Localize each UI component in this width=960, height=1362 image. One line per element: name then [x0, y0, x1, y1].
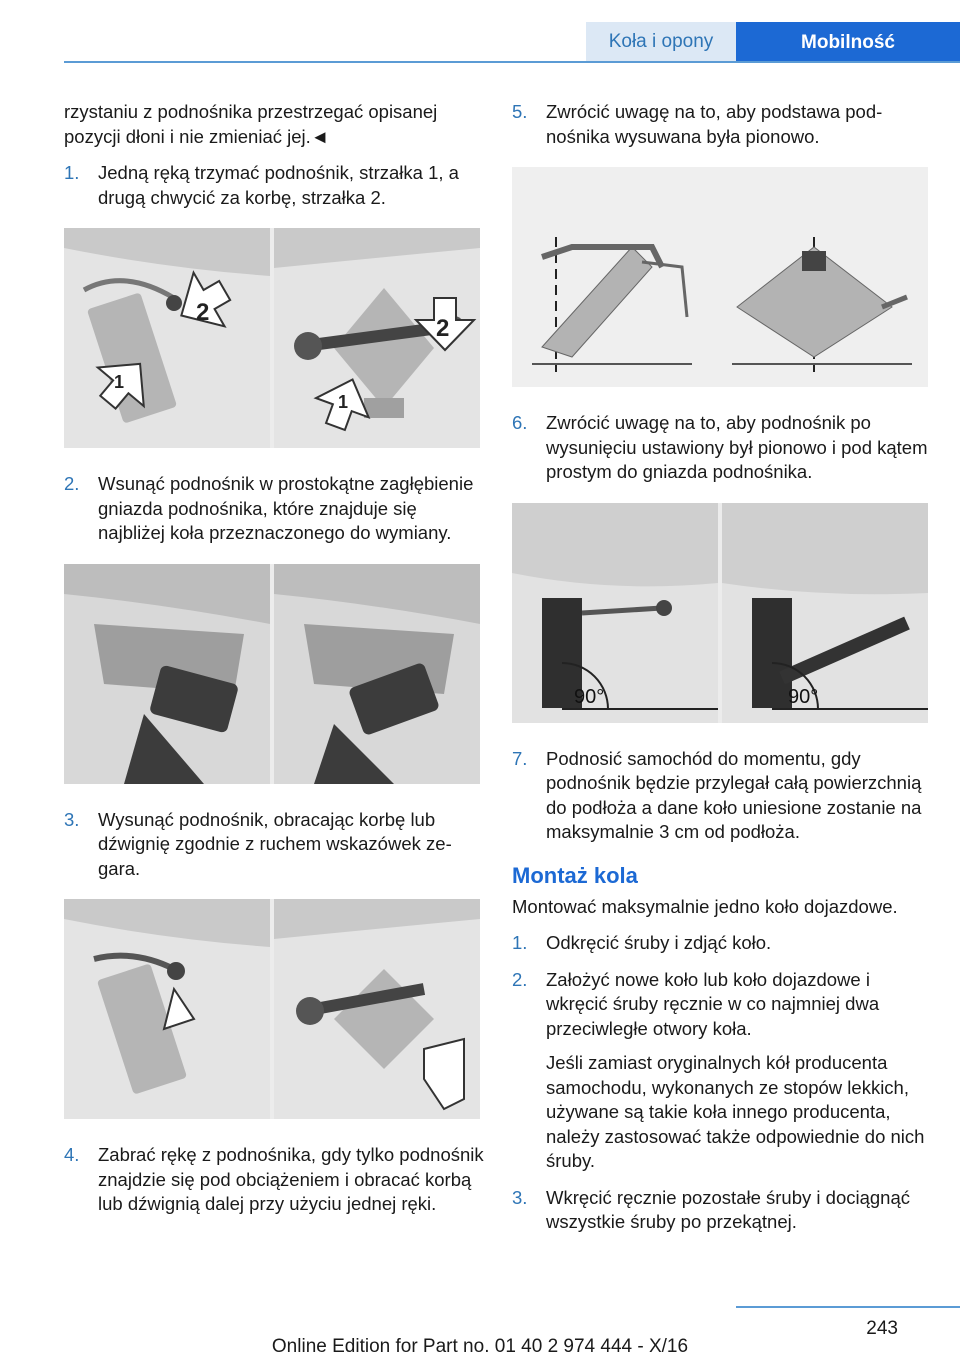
- step-number: 1.: [64, 162, 80, 183]
- step-text: Podnosić samochód do momentu, gdy podnośnik będzie przylegał całą powierzchnią do podłoża a dane koło uniesione zostanie na maksymalnie 3 cm od podłoża.: [546, 747, 922, 842]
- arrow-label-1: 1: [114, 372, 125, 392]
- step-1: [64, 161, 484, 210]
- step-number: 3.: [64, 808, 80, 830]
- step-text: Założyć nowe koło lub koło dojazdowe i wkręcić śruby ręcznie w co najmniej dwa przeciwległe otwory koła.: [546, 968, 880, 1039]
- figure-right-angle: [512, 503, 928, 723]
- figure-vertical-jack: [512, 167, 928, 387]
- right-column: [512, 100, 932, 1247]
- page-number: 243: [866, 1318, 898, 1339]
- figure-hold-jack: [64, 228, 480, 448]
- angle-label: 90°: [788, 685, 819, 708]
- footer-rule: [736, 1306, 960, 1308]
- step-4: [64, 1143, 484, 1217]
- step-5: [512, 100, 932, 149]
- chapter-tab[interactable]: Mobilność: [736, 22, 960, 63]
- step-3: [64, 808, 484, 882]
- figure-insert-jack: [64, 564, 480, 784]
- step-number: 5.: [512, 101, 528, 122]
- header-rule: [64, 61, 960, 63]
- step-text: Wysunąć podnośnik, obracając korbę lub dźwignię zgodnie z ruchem wskazówek zegara.: [98, 808, 452, 879]
- step-text: Wsunąć podnośnik w prostokątne zagłębienie gniazda podnośnika, które znajduje się najbliżej koła przeznaczonego do wymiany.: [98, 473, 474, 543]
- jack-extend-illustration: [64, 899, 480, 1119]
- page-header: [0, 0, 960, 64]
- step-number: 7.: [512, 747, 528, 769]
- intro-text: rzystaniu z podnośnika przestrzegać opisanej pozycji dłoni i nie zmieniać jej.◄: [64, 101, 438, 147]
- mount-step-3: [512, 1186, 932, 1235]
- step-text: Jedną ręką trzymać podnośnik, strzałka 1, a drugą chwycić za korbę, strzałka 2.: [98, 162, 459, 208]
- jack-hold-illustration: [64, 228, 480, 448]
- step-2: [64, 472, 484, 546]
- step-6: [512, 411, 932, 485]
- arrow-label-2: 2: [436, 315, 450, 342]
- mount-step-2: [512, 968, 932, 1174]
- angle-label: 90°: [574, 685, 605, 708]
- section-heading: Montaż kola: [512, 862, 638, 888]
- mount-step-1: [512, 931, 932, 956]
- section-intro: Montować maksymalnie jedno koło dojazdowe.: [512, 895, 898, 917]
- step-text: Odkręcić śruby i zdjąć koło.: [546, 932, 772, 953]
- step-text-block: [546, 968, 932, 1174]
- jack-vertical-illustration: [512, 167, 928, 387]
- edition-note: Online Edition for Part no. 01 40 2 974 444 - X/16: [271, 1336, 689, 1357]
- arrow-label-2: 2: [196, 299, 210, 326]
- step-number: 3.: [512, 1186, 528, 1208]
- step-number: 4.: [64, 1144, 80, 1165]
- step-text: Zwrócić uwagę na to, aby podnośnik po wysunięciu ustawiony był pionowo i pod kątem prostym do gniazda podnośnika.: [546, 412, 928, 482]
- step-7: [512, 747, 932, 845]
- step-text: Zwrócić uwagę na to, aby podstawa podnośnika wysuwana była pionowo.: [546, 101, 883, 147]
- step-text: Zabrać rękę z podnośnika, gdy tylko podnośnik znajdzie się pod obciążeniem i obracać korbą lub dźwignią dalej przy użyciu jednej ręki.: [98, 1144, 484, 1214]
- figure-extend-jack: [64, 899, 480, 1119]
- jack-angle-illustration: [512, 503, 928, 723]
- step-number: 1.: [512, 932, 528, 953]
- step-number: 2.: [64, 473, 80, 494]
- step-subtext: Jeśli zamiast oryginalnych kół producenta samochodu, wykonanych ze stopów lekkich, używane są takie koła innego producenta, należy zastosować także odpowiednie do nich śruby.: [546, 1052, 925, 1171]
- section-tab[interactable]: Koła i opony: [586, 22, 736, 61]
- step-text: Wkręcić ręcznie pozostałe śruby i dociągnąć wszystkie śruby po przekątnej.: [546, 1186, 910, 1232]
- step-number: 6.: [512, 412, 528, 433]
- arrow-label-1: 1: [338, 392, 349, 412]
- step-number: 2.: [512, 968, 528, 990]
- left-column: [64, 100, 484, 1229]
- jack-insert-illustration: [64, 564, 480, 784]
